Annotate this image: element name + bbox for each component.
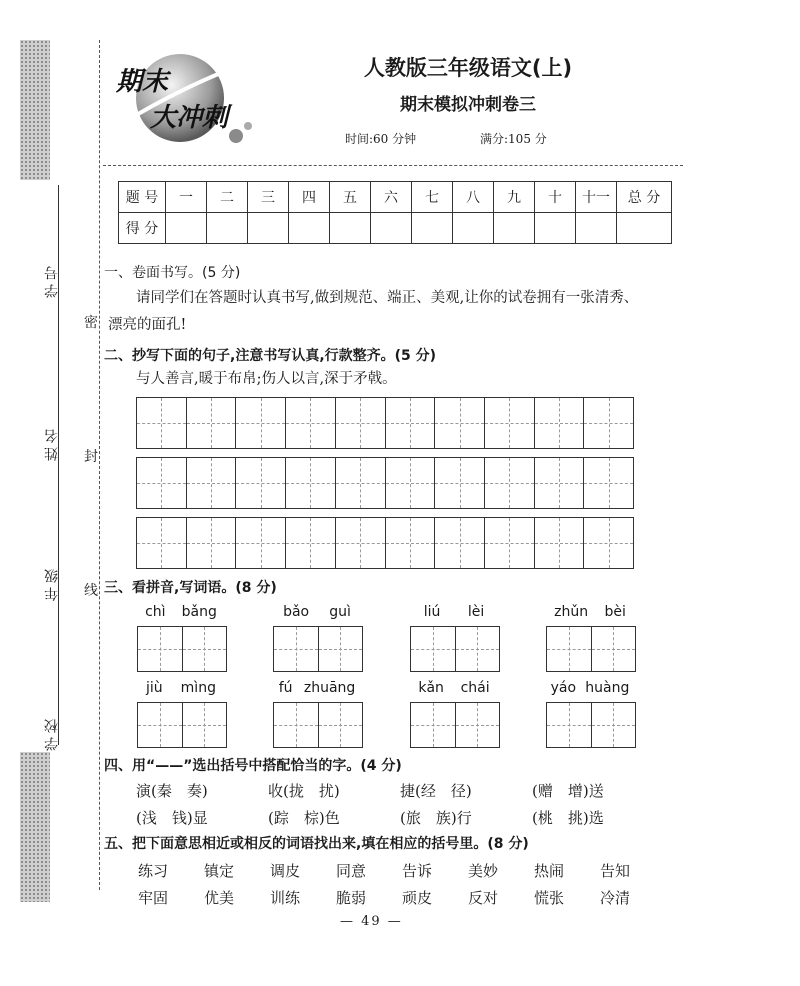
- pinyin-text: jiù: [146, 680, 163, 696]
- pinyin-text: bèi: [604, 604, 626, 620]
- exam-title: 人教版三年级语文(上): [363, 56, 573, 80]
- pinyin-answer-box[interactable]: [410, 626, 500, 672]
- score-table-header-row: [119, 182, 672, 213]
- score-input[interactable]: [289, 213, 330, 244]
- time-limit: 时间:60 分钟: [345, 132, 417, 146]
- score-table: [118, 181, 672, 244]
- score-input[interactable]: [166, 213, 207, 244]
- word-item: 脆弱: [336, 889, 367, 907]
- score-col-6: 六: [371, 182, 412, 213]
- word-item: 镇定: [204, 862, 235, 880]
- pinyin-text: bǎo: [283, 604, 310, 620]
- score-table-score-row: [119, 213, 672, 244]
- score-col-3: 三: [248, 182, 289, 213]
- word-item: 顽皮: [402, 889, 433, 907]
- seal-word-mi: 密: [84, 315, 98, 331]
- pinyin-item-1: [137, 604, 225, 672]
- choice-item[interactable]: (浅 钱)显: [136, 809, 208, 827]
- pinyin-text: bǎng: [181, 604, 217, 620]
- word-item: 牢固: [138, 889, 169, 907]
- svg-text:大冲刺: 大冲刺: [150, 103, 229, 133]
- pinyin-answer-box[interactable]: [273, 626, 363, 672]
- score-col-9: 九: [494, 182, 535, 213]
- pinyin-text: guì: [329, 604, 351, 620]
- pinyin-item-5: [137, 680, 225, 748]
- section-2-sentence: 与人善言,暖于布帛;伤人以言,深于矛戟。: [136, 371, 397, 387]
- score-input[interactable]: [494, 213, 535, 244]
- score-input[interactable]: [330, 213, 371, 244]
- pinyin-text: chái: [460, 680, 490, 696]
- score-col-2: 二: [207, 182, 248, 213]
- pinyin-answer-box[interactable]: [137, 626, 227, 672]
- choice-item[interactable]: 收(拢 扰): [268, 782, 340, 800]
- word-item: 优美: [204, 889, 235, 907]
- section-1-line-1: 请同学们在答题时认真书写,做到规范、端正、美观,让你的试卷拥有一张清秀、: [136, 290, 639, 306]
- final-sprint-logo: [108, 50, 258, 150]
- pinyin-item-7: [410, 680, 498, 748]
- score-row-label: 得 分: [119, 213, 166, 244]
- pinyin-text: huàng: [585, 680, 630, 696]
- pinyin-item-3: [410, 604, 498, 672]
- pinyin-answer-box[interactable]: [137, 702, 227, 748]
- exam-subtitle: 期末模拟冲刺卷三: [400, 95, 536, 115]
- pinyin-text: mìng: [180, 680, 216, 696]
- school-label: 学校: [44, 715, 60, 751]
- pinyin-answer-box[interactable]: [273, 702, 363, 748]
- word-item: 美妙: [468, 862, 499, 880]
- student-id-label: 学号: [44, 262, 60, 298]
- full-score: 满分:105 分: [480, 132, 547, 146]
- choice-item[interactable]: (踪 棕)色: [268, 809, 340, 827]
- word-item: 冷清: [600, 889, 631, 907]
- score-input[interactable]: [207, 213, 248, 244]
- word-item: 同意: [336, 862, 367, 880]
- pinyin-item-8: [546, 680, 634, 748]
- page-number: — 49 —: [340, 914, 403, 929]
- word-item: 练习: [138, 862, 169, 880]
- section-2-title: 二、抄写下面的句子,注意书写认真,行款整齐。(5 分): [104, 348, 437, 364]
- choice-item[interactable]: 演(秦 奏): [136, 782, 208, 800]
- pinyin-text: zhuāng: [303, 680, 356, 696]
- word-item: 告诉: [402, 862, 433, 880]
- section-3-title: 三、看拼音,写词语。(8 分): [104, 580, 277, 596]
- choice-item[interactable]: (桃 挑)选: [532, 809, 604, 827]
- section-4-title: 四、用“——”选出括号中搭配恰当的字。(4 分): [104, 758, 402, 774]
- score-cell-label: 题 号: [119, 182, 166, 213]
- pinyin-text: zhǔn: [554, 604, 589, 620]
- section-5-title: 五、把下面意思相近或相反的词语找出来,填在相应的括号里。(8 分): [104, 836, 529, 852]
- score-col-11: 十一: [576, 182, 617, 213]
- pinyin-text: fú: [278, 680, 293, 696]
- score-col-5: 五: [330, 182, 371, 213]
- pinyin-answer-box[interactable]: [546, 702, 636, 748]
- choice-item[interactable]: 捷(经 径): [400, 782, 472, 800]
- pinyin-text: yáo: [550, 680, 577, 696]
- pinyin-item-4: [546, 604, 634, 672]
- header-separator: [103, 165, 683, 166]
- word-item: 反对: [468, 889, 499, 907]
- pinyin-text: chì: [145, 604, 166, 620]
- score-input[interactable]: [617, 213, 672, 244]
- word-item: 热闹: [534, 862, 565, 880]
- score-input[interactable]: [453, 213, 494, 244]
- score-col-4: 四: [289, 182, 330, 213]
- section-1-line-2: 漂亮的面孔!: [108, 317, 187, 333]
- choice-item[interactable]: (赠 增)送: [532, 782, 604, 800]
- score-input[interactable]: [412, 213, 453, 244]
- choice-item[interactable]: (旅 族)行: [400, 809, 472, 827]
- score-input[interactable]: [535, 213, 576, 244]
- section-1-title: 一、卷面书写。(5 分): [104, 265, 241, 281]
- pinyin-text: kǎn: [418, 680, 444, 696]
- binding-pattern-top: [20, 40, 50, 180]
- writing-grid-row-2[interactable]: [136, 457, 634, 509]
- seal-word-feng: 封: [84, 449, 98, 465]
- seal-dashed-line: [99, 40, 100, 890]
- pinyin-item-6: [273, 680, 361, 748]
- pinyin-text: lèi: [467, 604, 485, 620]
- pinyin-item-2: [273, 604, 361, 672]
- pinyin-answer-box[interactable]: [546, 626, 636, 672]
- svg-text:期末: 期末: [116, 67, 169, 97]
- score-col-1: 一: [166, 182, 207, 213]
- grade-label: 年级: [44, 565, 60, 601]
- pinyin-text: liú: [423, 604, 441, 620]
- name-label: 姓名: [44, 425, 60, 461]
- seal-word-xian: 线: [84, 583, 98, 599]
- score-col-total: 总 分: [617, 182, 672, 213]
- writing-grid-row-3[interactable]: [136, 517, 634, 569]
- score-input[interactable]: [371, 213, 412, 244]
- pinyin-answer-box[interactable]: [410, 702, 500, 748]
- binding-pattern-bottom: [20, 752, 50, 902]
- word-item: 慌张: [534, 889, 565, 907]
- writing-grid-row-1[interactable]: [136, 397, 634, 449]
- score-input[interactable]: [248, 213, 289, 244]
- word-item: 调皮: [270, 862, 301, 880]
- word-item: 训练: [270, 889, 301, 907]
- score-col-7: 七: [412, 182, 453, 213]
- score-input[interactable]: [576, 213, 617, 244]
- score-col-10: 十: [535, 182, 576, 213]
- word-item: 告知: [600, 862, 631, 880]
- score-col-8: 八: [453, 182, 494, 213]
